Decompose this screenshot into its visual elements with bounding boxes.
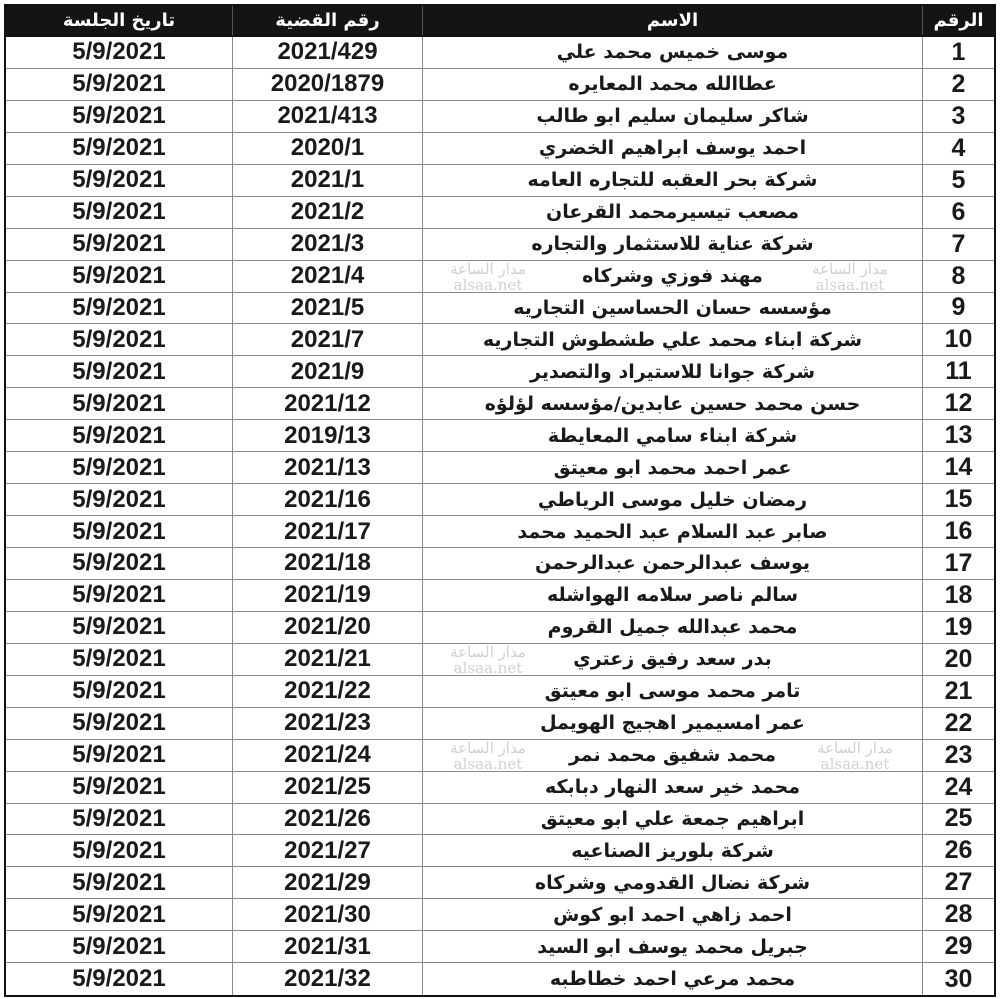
row-name: احمد يوسف ابراهيم الخضري: [422, 133, 922, 164]
row-number: 2: [922, 69, 994, 100]
table-row: [6, 388, 994, 420]
row-name: يوسف عبدالرحمن عبدالرحمن: [422, 548, 922, 579]
row-case-number: 2021/25: [232, 772, 422, 803]
row-number: 26: [922, 835, 994, 866]
row-case-number: 2021/2: [232, 197, 422, 228]
table-row: [6, 548, 994, 580]
table-row: [6, 899, 994, 931]
table-row: [6, 804, 994, 836]
watermark-arabic: مدار الساعة: [450, 260, 526, 278]
row-case-number: 2020/1879: [232, 69, 422, 100]
watermark-arabic: مدار الساعة: [450, 739, 526, 757]
row-name: شركة بلوريز الصناعيه: [422, 835, 922, 866]
row-number: 27: [922, 867, 994, 898]
row-number: 19: [922, 612, 994, 643]
row-session-date: 5/9/2021: [72, 389, 166, 417]
watermark-latin: alsaa.net: [820, 755, 890, 773]
header-session-date: تاريخ الجلسة: [62, 10, 176, 31]
row-number: 28: [922, 899, 994, 930]
row-session-date: 5/9/2021: [72, 549, 166, 577]
row-session-date: 5/9/2021: [72, 325, 166, 353]
row-case-number: 2021/13: [232, 452, 422, 483]
row-session-date: 5/9/2021: [72, 868, 166, 896]
row-case-number: 2021/29: [232, 867, 422, 898]
table-row: [6, 356, 994, 388]
row-session-date: 5/9/2021: [72, 134, 166, 162]
table-row: [6, 644, 994, 676]
row-session-date: 5/9/2021: [72, 804, 166, 832]
table-row: [6, 676, 994, 708]
row-number: 29: [922, 931, 994, 962]
row-name: مؤسسه حسان الحساسين التجاريه: [422, 293, 922, 324]
row-session-date: 5/9/2021: [72, 38, 166, 66]
table-row: [6, 708, 994, 740]
row-session-date: 5/9/2021: [72, 70, 166, 98]
row-session-date: 5/9/2021: [72, 741, 166, 769]
table-row: [6, 963, 994, 995]
row-name: حسن محمد حسين عابدين/مؤسسه لؤلؤه: [422, 388, 922, 419]
row-case-number: 2021/1: [232, 165, 422, 196]
row-name: مصعب تيسيرمحمد القرعان: [422, 197, 922, 228]
table-row: [6, 452, 994, 484]
row-session-date: 5/9/2021: [72, 965, 166, 993]
row-number: 18: [922, 580, 994, 611]
row-name: محمد عبدالله جميل القروم: [422, 612, 922, 643]
row-name: موسى خميس محمد علي: [422, 37, 922, 68]
row-number: 12: [922, 388, 994, 419]
table-row: [6, 835, 994, 867]
table-row: [6, 37, 994, 69]
row-number: 11: [922, 356, 994, 387]
row-number: 14: [922, 452, 994, 483]
row-name: محمد مرعي احمد خطاطبه: [422, 963, 922, 995]
row-name: رمضان خليل موسى الرياطي: [422, 484, 922, 515]
watermark-latin: alsaa.net: [453, 276, 523, 294]
row-session-date: 5/9/2021: [72, 581, 166, 609]
table-row: [6, 69, 994, 101]
row-session-date: 5/9/2021: [72, 517, 166, 545]
watermark-latin: alsaa.net: [453, 755, 523, 773]
row-number: 10: [922, 324, 994, 355]
header-number: الرقم: [922, 6, 994, 35]
row-case-number: 2021/18: [232, 548, 422, 579]
row-number: 4: [922, 133, 994, 164]
row-number: 1: [922, 37, 994, 68]
row-session-date: 5/9/2021: [72, 836, 166, 864]
row-case-number: 2021/30: [232, 899, 422, 930]
table-row: [6, 931, 994, 963]
row-number: 22: [922, 708, 994, 739]
row-number: 9: [922, 293, 994, 324]
table-row: [6, 740, 994, 772]
table-row: [6, 420, 994, 452]
row-case-number: 2021/7: [232, 324, 422, 355]
row-name: سالم ناصر سلامه الهواشله: [422, 580, 922, 611]
court-session-table: [4, 4, 996, 997]
header-case-number: رقم القضية: [232, 6, 422, 35]
row-case-number: 2021/27: [232, 835, 422, 866]
table-row: [6, 580, 994, 612]
row-case-number: 2021/12: [232, 388, 422, 419]
row-session-date: 5/9/2021: [72, 453, 166, 481]
table-body: [6, 37, 994, 995]
row-session-date: 5/9/2021: [72, 166, 166, 194]
table-row: [6, 772, 994, 804]
row-name: عطاالله محمد المعايره: [422, 69, 922, 100]
table-row: [6, 261, 994, 293]
row-number: 8: [922, 261, 994, 292]
row-case-number: 2021/20: [232, 612, 422, 643]
row-case-number: 2021/9: [232, 356, 422, 387]
row-session-date: 5/9/2021: [72, 613, 166, 641]
row-case-number: 2020/1: [232, 133, 422, 164]
row-case-number: 2021/16: [232, 484, 422, 515]
table-header-row: [6, 6, 994, 37]
row-session-date: 5/9/2021: [72, 262, 166, 290]
row-name: شركة بحر العقبه للتجاره العامه: [422, 165, 922, 196]
row-session-date: 5/9/2021: [72, 677, 166, 705]
table-row: [6, 612, 994, 644]
table-row: [6, 484, 994, 516]
row-name: ابراهيم جمعة علي ابو معيتق: [422, 804, 922, 835]
watermark-latin: alsaa.net: [453, 659, 523, 677]
row-session-date: 5/9/2021: [72, 102, 166, 130]
watermark-latin: alsaa.net: [815, 276, 885, 294]
row-name: شركة ابناء سامي المعايطة: [422, 420, 922, 451]
watermark-arabic: مدار الساعة: [450, 643, 526, 661]
row-name: صابر عبد السلام عبد الحميد محمد: [422, 516, 922, 547]
row-name: شركة عناية للاستثمار والتجاره: [422, 229, 922, 260]
watermark-arabic: مدار الساعة: [812, 260, 888, 278]
row-case-number: 2021/19: [232, 580, 422, 611]
row-number: 24: [922, 772, 994, 803]
row-number: 16: [922, 516, 994, 547]
row-case-number: 2021/26: [232, 804, 422, 835]
row-session-date: 5/9/2021: [72, 709, 166, 737]
row-number: 6: [922, 197, 994, 228]
row-name: بدر سعد رفيق زعتري: [422, 644, 922, 675]
row-number: 23: [922, 740, 994, 771]
row-session-date: 5/9/2021: [72, 198, 166, 226]
row-session-date: 5/9/2021: [72, 357, 166, 385]
row-number: 13: [922, 420, 994, 451]
row-session-date: 5/9/2021: [72, 645, 166, 673]
table-row: [6, 197, 994, 229]
row-case-number: 2021/31: [232, 931, 422, 962]
row-name: محمد خير سعد النهار دبابكه: [422, 772, 922, 803]
row-number: 17: [922, 548, 994, 579]
row-number: 5: [922, 165, 994, 196]
row-case-number: 2021/413: [232, 101, 422, 132]
row-case-number: 2021/22: [232, 676, 422, 707]
row-name: محمد شفيق محمد نمر: [422, 740, 922, 771]
row-name: احمد زاهي احمد ابو كوش: [422, 899, 922, 930]
row-session-date: 5/9/2021: [72, 293, 166, 321]
row-number: 20: [922, 644, 994, 675]
row-session-date: 5/9/2021: [72, 485, 166, 513]
row-name: تامر محمد موسى ابو معيتق: [422, 676, 922, 707]
row-case-number: 2021/32: [232, 963, 422, 995]
table-row: [6, 229, 994, 261]
row-case-number: 2021/5: [232, 293, 422, 324]
row-name: مهند فوزي وشركاه: [422, 261, 922, 292]
header-name: الاسم: [422, 6, 922, 35]
row-number: 30: [922, 963, 994, 995]
row-case-number: 2019/13: [232, 420, 422, 451]
row-number: 3: [922, 101, 994, 132]
row-session-date: 5/9/2021: [72, 421, 166, 449]
table-row: [6, 516, 994, 548]
table-row: [6, 867, 994, 899]
row-case-number: 2021/429: [232, 37, 422, 68]
row-name: شاكر سليمان سليم ابو طالب: [422, 101, 922, 132]
row-name: جبريل محمد يوسف ابو السيد: [422, 931, 922, 962]
row-name: عمر احمد محمد ابو معيتق: [422, 452, 922, 483]
row-case-number: 2021/3: [232, 229, 422, 260]
row-number: 7: [922, 229, 994, 260]
table-row: [6, 165, 994, 197]
row-number: 25: [922, 804, 994, 835]
row-case-number: 2021/21: [232, 644, 422, 675]
row-session-date: 5/9/2021: [72, 773, 166, 801]
table-row: [6, 133, 994, 165]
row-session-date: 5/9/2021: [72, 900, 166, 928]
row-session-date: 5/9/2021: [72, 932, 166, 960]
row-name: شركة نضال القدومي وشركاه: [422, 867, 922, 898]
watermark-arabic: مدار الساعة: [817, 739, 893, 757]
row-session-date: 5/9/2021: [72, 230, 166, 258]
row-case-number: 2021/17: [232, 516, 422, 547]
row-name: عمر امسيمير اهجيج الهويمل: [422, 708, 922, 739]
row-case-number: 2021/24: [232, 740, 422, 771]
table-row: [6, 324, 994, 356]
row-case-number: 2021/23: [232, 708, 422, 739]
table-row: [6, 293, 994, 325]
row-name: شركة جوانا للاستيراد والتصدير: [422, 356, 922, 387]
row-name: شركة ابناء محمد علي طشطوش التجاريه: [422, 324, 922, 355]
row-number: 15: [922, 484, 994, 515]
row-number: 21: [922, 676, 994, 707]
table-row: [6, 101, 994, 133]
row-case-number: 2021/4: [232, 261, 422, 292]
